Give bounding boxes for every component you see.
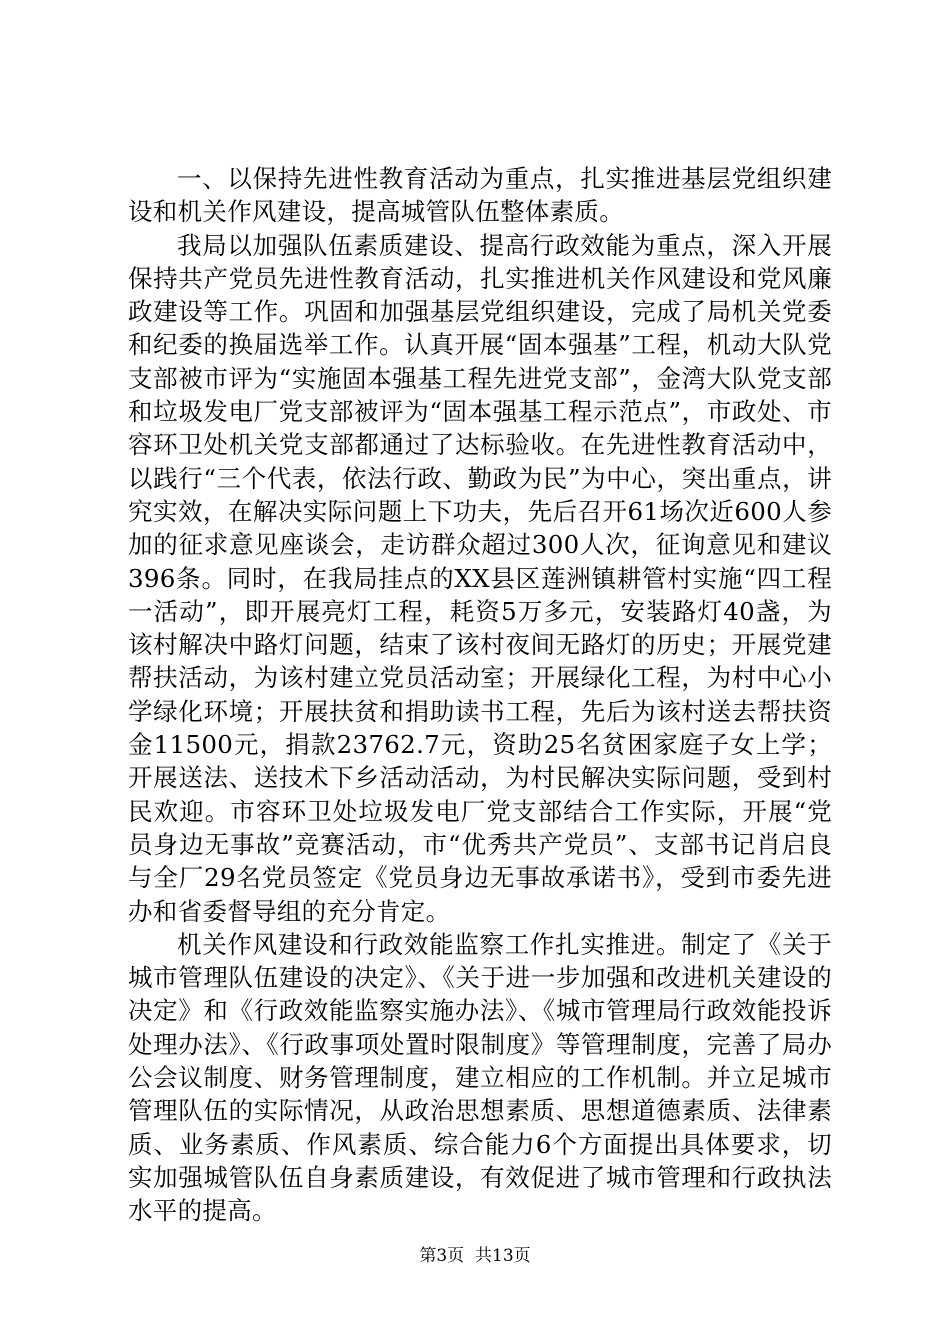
document-body	[128, 162, 832, 1228]
page-footer	[0, 1245, 950, 1267]
page-total: 共13页	[475, 1246, 531, 1266]
party-building-paragraph: 我局以加强队伍素质建设、提高行政效能为重点，深入开展保持共产党员先进性教育活动，扎实推进机关作风建设和党风廉政建设等工作。巩固和加强基层党组织建设，完成了局机关党委和纪委的换届选举工作。认真开展“固本强基”工程，机动大队党支部被市评为“实施固本强基工程先进党支部”，金湾大队党支部和垃圾发电厂党支部被评为“固本强基工程示范点”，市政处、市容环卫处机关党支部都通过了达标验收。在先进性教育活动中，以践行“三个代表，依法行政、勤政为民”为中心，突出重点，讲究实效，在解决实际问题上下功夫，先后召开61场次近600人参加的征求意见座谈会，走访群众超过300人次，征询意见和建议396条。同时，在我局挂点的XX县区莲洲镇耕管村实施“四工程一活动”，即开展亮灯工程，耗资5万多元，安装路灯40盏，为该村解决中路灯问题，结束了该村夜间无路灯的历史；开展党建帮扶活动，为该村建立党员活动室；开展绿化工程，为村中心小学绿化环境；开展扶贫和捐助读书工程，先后为该村送去帮扶资金11500元，捐款23762.7元，资助25名贫困家庭子女上学；开展送法、送技术下乡活动活动，为村民解决实际问题，受到村民欢迎。市容环卫处垃圾发电厂党支部结合工作实际，开展“党员身边无事故”竞赛活动，市“优秀共产党员”、支部书记肖启良与全厂29名党员签定《党员身边无事故承诺书》，受到市委先进办和省委督导组的充分肯定。	[128, 230, 833, 926]
page-number: 第3页	[419, 1246, 465, 1266]
section-heading-paragraph: 一、以保持先进性教育活动为重点，扎实推进基层党组织建设和机关作风建设，提高城管队伍整体素质。	[128, 164, 832, 227]
work-style-paragraph: 机关作风建设和行政效能监察工作扎实推进。制定了《关于城市管理队伍建设的决定》、《关于进一步加强和改进机关建设的决定》和《行政效能监察实施办法》、《城市管理局行政效能投诉处理办法》、《行政事项处置时限制度》等管理制度，完善了局办公会议制度、财务管理制度，建立相应的工作机制。并立足城市管理队伍的实际情况，从政治思想素质、思想道德素质、法律素质、业务素质、作风素质、综合能力6个方面提出具体要求，切实加强城管队伍自身素质建设，有效促进了城市管理和行政执法水平的提高。	[128, 929, 832, 1226]
footer-spacer	[464, 1246, 475, 1266]
